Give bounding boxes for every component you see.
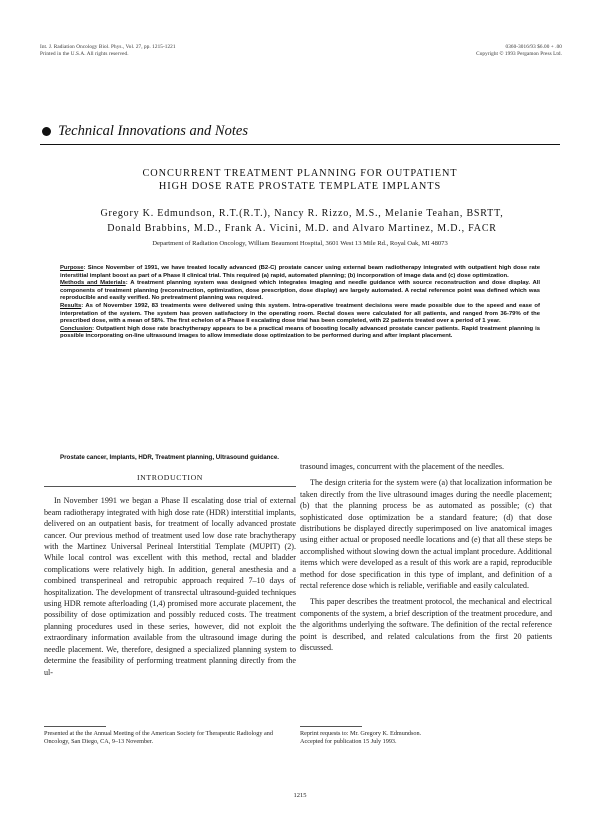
affiliation: Department of Radiation Oncology, William Beaumont Hospital, 3601 West 13 Mile Rd., Royal Oak, MI 48073 [152,240,448,247]
footnote-reprint: Reprint requests to: Mr. Gregory K. Edmundson. [300,730,422,737]
abstract-conclusion [60,326,540,341]
footnote-correspondence [300,730,552,747]
abstract-results-text: : As of November 1992, 83 treatments were delivered using this system. Intra-operative treatment decisions were made possible due to the speed and ease of interpretation of the system. The system has proven satisfactory in the operating room. Rectal doses were calculated for all patients, and ranged from 36-79% of the prescribed dose, with a mean of 58%. The first echelon of a Phase II escalating dose trial has been completed, with 22 patients treated over a period of 1 year. [60,302,540,325]
abstract-results-label: Results [60,302,82,309]
footnote-accepted: Accepted for publication 15 July 1993. [300,738,397,746]
introduction-heading: INTRODUCTION [44,472,296,487]
section-banner [40,118,560,145]
keywords: Prostate cancer, Implants, HDR, Treatment planning, Ultrasound guidance. [60,454,280,461]
abstract-purpose-text: : Since November of 1991, we have treated locally advanced (B2-C) prostate cancer using external beam radiotherapy integrated with outpatient high dose rate interstitial implant boost as part of a Phase II clinical trial. This required (a) rapid, automated planning; (b) incorporation of image data and (c) dose optimization. [60,265,540,279]
footnote-rule-right [300,726,362,727]
abstract-results [60,303,540,326]
paper-overview-paragraph: This paper describes the treatment protocol, the mechanical and electrical components of the system, a brief description of the treatment procedure, and the algorithms underlying the software. The definition of the rectal reference point is described, and related calculations from the first 20 patients discussed. [300,597,552,653]
abstract [60,265,540,341]
continued-paragraph: trasound images, concurrent with the placement of the needles. [300,462,505,471]
footnote-rule-left [44,726,106,727]
design-criteria-paragraph: The design criteria for the system were (a) that localization information be taken directly from the live ultrasound images during the needle placement; (b) that the planning process be as automated as possible; (c) that sophisticated dose optimization be a standard feature; (d) that dose distributions be displayed directly superimposed on live anatomical images using either actual or proposed needle locations and (e) that all these steps be accomplished without slowing down the actual implant procedure. Additional items which were developed as a result of this work are a rapid, reproducible method for dose specification in this type of implant, and definition of a rectal reference dose which is reliable, verifiable and easily calculated. [300,478,552,591]
abstract-purpose-label: Purpose [60,265,84,271]
abstract-methods-text: : A treatment planning system was designed which integrates imaging and needle guidance with source reconstruction and dose display. All components of treatment planning (reconstruction, optimization, dose prescription, dose display) are largely automated. A rectal reference point was defined which was reproducible and easily verified. No pretreatment planning was required. [60,280,541,302]
running-header-right [476,44,562,58]
author-list-line1: Gregory K. Edmundson, R.T.(R.T.), Nancy R. Rizzo, M.S., Melanie Teahan, BSRTT, [100,208,504,219]
abstract-conclusion-text: : Outpatient high dose rate brachytherapy appears to be a practical means of boosting locally advanced prostate cancer patients. Rapid treatment planning is possible incorporating on-line ultrasound images to allow immediate dose optimization to be performed during and after implant placement. [60,325,540,340]
running-header-right-line1: 0360-3016/93 $6.00 + .00 [505,44,562,50]
body-column-left [44,472,296,678]
running-header-left-line2: Printed in the U.S.A. All rights reserved. [40,51,129,57]
section-title: Technical Innovations and Notes [58,122,248,139]
running-header-left [40,44,176,58]
body-column-right [300,461,552,654]
introduction-paragraph-1: In November 1991 we began a Phase II escalating dose trial of external beam radiotherapy integrated with high dose rate (HDR) interstitial implants, delivered on an outpatient basis, for treatment of locally advanced prostate cancer. Our previous method of treatment used low dose rate brachytherapy with the Martinez Universal Perineal Interstitial Template (MUPIT) (2). While local control was excellent with this method, rectal and bladder complications were relatively high. In addition, general anesthesia and a combined transperineal and retropubic approach required 7–10 days of hospitalization. The development of transrectal ultrasound-guided techniques using HDR remote afterloading (1,4) promised more accurate placement, the possibility of dose optimization and possibly reduced costs. The treatment planning procedures used in these series, however, did not exploit the extraordinary information available from the ultrasound image during the needle placement. We, therefore, designed a specialized planning system to determine the feasibility of performing treatment planning directly from the ul- [44,496,296,677]
running-header-left-line1: Int. J. Radiation Oncology Biol. Phys., Vol. 27, pp. 1215-1221 [40,44,176,50]
author-list-line2: Donald Brabbins, M.D., Frank A. Vicini, M.D. and Alvaro Martinez, M.D., FACR [107,223,497,234]
footnote-presentation: Presented at the the Annual Meeting of the American Society for Therapeutic Radiology and Oncology, San Diego, CA, 9–13 November. [44,730,273,746]
article-title-line2: HIGH DOSE RATE PROSTATE TEMPLATE IMPLANTS [158,181,442,192]
running-header-right-line2: Copyright © 1993 Pergamon Press Ltd. [476,51,562,57]
bullet-icon [42,127,51,136]
abstract-methods [60,280,540,303]
page-number: 1215 [293,792,307,799]
article-title-line1: CONCURRENT TREATMENT PLANNING FOR OUTPATIENT [142,168,458,179]
abstract-methods-label: Methods and Materials [60,280,126,287]
abstract-conclusion-label: Conclusion [60,325,93,332]
abstract-purpose [60,265,540,280]
